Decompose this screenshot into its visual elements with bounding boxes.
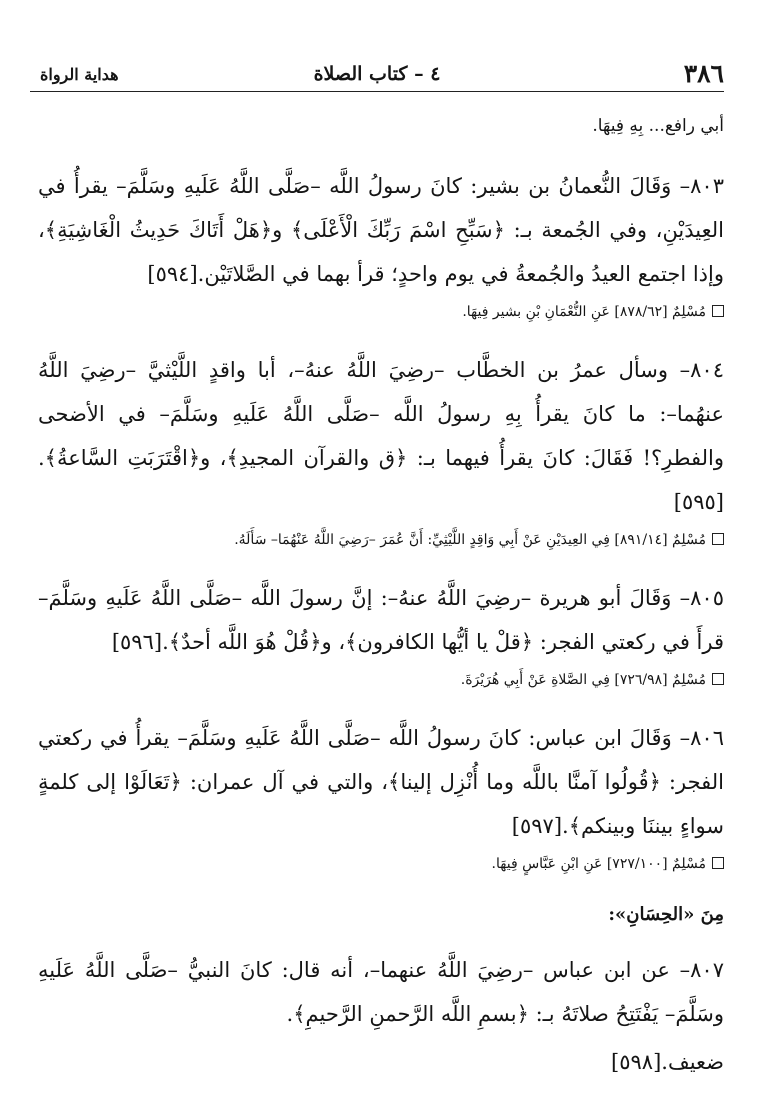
hadith-reference: [٥٩٤]	[147, 262, 198, 286]
hadith-source-text: مُسْلِمٌ [٨٧٨/٦٢] عَنِ النُّعْمَانِ بْنِ بشير فِيهَا.	[462, 304, 706, 320]
hadith-block	[38, 716, 724, 877]
hadith-text: – عن ابن عباس –رضِيَ اللَّهُ عنهما–، أنه قال: كانَ النبيُّ –صَلَّى اللَّهُ عَلَيهِ وسَلَّمَ– يَفْتَتِحُ صلاتَهُ بـ: ﴿بسمِ اللَّه الرَّحمنِ الرَّحيمِ﴾.	[38, 958, 724, 1026]
hadith-paragraph	[38, 348, 724, 524]
hadith-text: – وَقَالَ النُّعمانُ بن بشير: كانَ رسولُ اللَّه –صَلَّى اللَّهُ عَلَيهِ وسَلَّمَ– يقرأُ في العِيدَيْنِ، وفي الجُمعة بـ: ﴿سَبِّحِ اسْمَ رَبِّكَ الْأَعْلَى﴾ و﴿هَلْ أَتَاكَ حَدِيثُ الْغَاشِيَةِ﴾، وإذا اجتمع العيدُ والجُمعةُ في يوم واحدٍ؛ قرأ بهما في الصَّلاتَيْن.	[38, 174, 724, 286]
source-checkbox-icon	[712, 857, 724, 869]
hadith-number: ٨٠٣	[690, 174, 724, 198]
hadith-paragraph	[38, 164, 724, 296]
final-hadith-block	[38, 948, 724, 1082]
hadith-reference: [٥٩٦]	[111, 630, 163, 654]
hadith-source	[38, 851, 724, 877]
grade-reference: [٥٩٨]	[611, 1050, 662, 1074]
hadith-source-text: مُسْلِمٌ [٧٢٧/١٠٠] عَنِ ابْنِ عَبَّاسٍ فِيهَا.	[491, 856, 706, 872]
continuation-note: أبي رافع... بِهِ فِيهَا.	[592, 116, 724, 136]
hadith-block	[38, 576, 724, 693]
hadith-number: ٨٠٤	[690, 358, 724, 382]
book-title: هداية الرواة	[40, 65, 119, 84]
hadith-grade	[38, 1042, 724, 1082]
chapter-title: ٤ – كتاب الصلاة	[313, 63, 441, 85]
hadith-text: – وسأل عمرُ بن الخطَّاب –رضِيَ اللَّهُ عنهُ–، أبا واقدٍ اللَّيْثيَّ –رضِيَ اللَّهُ عنهُما–: ما كانَ يقرأُ بِهِ رسولُ اللَّه –صَلَّى اللَّهُ عَلَيهِ وسَلَّمَ– في الأضحى والفطرِ؟! فَقَالَ: كانَ يقرأُ فيهما بـ: ﴿ق والقرآن المجيدِ﴾، و﴿اقْتَرَبَتِ السَّاعةُ﴾.	[38, 358, 724, 470]
page-content	[38, 112, 724, 1082]
hadith-source	[38, 299, 724, 325]
grade-label: ضعيف.	[661, 1050, 724, 1074]
source-checkbox-icon	[712, 305, 724, 317]
hadith-source	[38, 667, 724, 693]
hadith-paragraph	[38, 948, 724, 1036]
hadith-number: ٨٠٥	[690, 586, 724, 610]
hadith-source-text: مُسْلِمٌ [٧٢٦/٩٨] فِي الصَّلاةِ عَنْ أَبِي هُرَيْرَةَ.	[460, 672, 706, 688]
page-header	[30, 58, 724, 92]
hadith-paragraph	[38, 716, 724, 848]
hadith-number: ٨٠٦	[690, 726, 724, 750]
source-checkbox-icon	[712, 673, 724, 685]
hadith-paragraph	[38, 576, 724, 664]
section-heading: مِنَ «الحِسَانِ»:	[608, 904, 724, 925]
hadith-number: ٨٠٧	[690, 958, 724, 982]
header-divider	[30, 91, 724, 92]
hadith-text: – وَقَالَ أبو هريرة –رضِيَ اللَّهُ عنهُ–: إنَّ رسولَ اللَّه –صَلَّى اللَّهُ عَلَيهِ وسَلَّمَ– قرأَ في ركعتي الفجر: ﴿قلْ يا أيُّها الكافرون﴾، و﴿قُلْ هُوَ اللَّه أحدٌ﴾.	[38, 586, 724, 654]
hadith-block	[38, 348, 724, 553]
hadith-text: – وَقَالَ ابن عباس: كانَ رسولُ اللَّه –صَلَّى اللَّهُ عَلَيهِ وسَلَّمَ– يقرأُ في ركعتي الفجر: ﴿قُولُوا آمنَّا باللَّه وما أُنْزِل إلينا﴾، والتي في آل عمران: ﴿تَعَالَوْا إلى كلمةٍ سواءٍ بيننَا وبينكم﴾.	[38, 726, 724, 838]
source-checkbox-icon	[712, 533, 724, 545]
hadith-reference: [٥٩٧]	[511, 814, 563, 838]
hadith-source-text: مُسْلِمٌ [٨٩١/١٤] فِي العِيدَيْنِ عَنْ أَبِي وَاقِدٍ اللَّيْثِيِّ: أَنَّ عُمَرَ –رَضِيَ اللَّهُ عَنْهُمَا– سَأَلَهُ.	[234, 532, 706, 548]
page-number: ٣٨٦	[683, 59, 724, 88]
hadith-reference: [٥٩٥]	[673, 490, 724, 514]
hadith-block	[38, 164, 724, 325]
hadith-source	[38, 527, 724, 553]
